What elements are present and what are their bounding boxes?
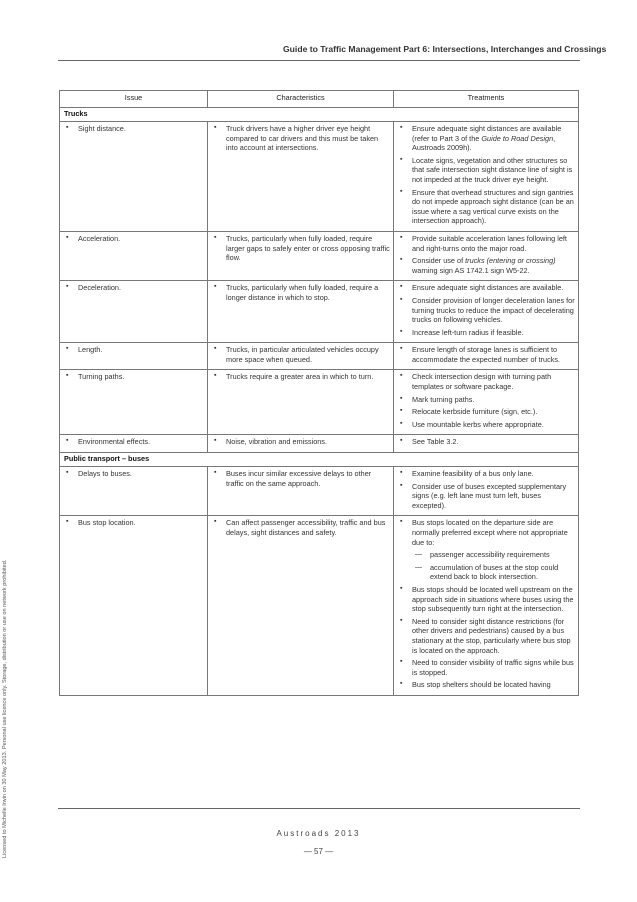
treatment-subitem: — passenger accessibility requirements — [397, 550, 575, 560]
issues-table — [59, 90, 579, 696]
characteristic-item: ▪ Trucks require a greater area in which to turn. — [211, 372, 390, 382]
characteristics-list — [211, 372, 390, 382]
section-title: Trucks — [60, 108, 579, 122]
treatment-item: ▪ Consider provision of longer deceleration lanes for turning trucks to reduce the impact of decelerating trucks on following vehicles. — [397, 296, 575, 325]
treatment-item — [397, 256, 575, 275]
issue-list — [63, 372, 204, 382]
table-row — [60, 122, 579, 232]
treatments-cell — [394, 122, 579, 232]
table-row — [60, 435, 579, 453]
issue-list — [63, 469, 204, 479]
treatment-text: Ensure adequate sight distances are available (refer to Part 3 of the — [412, 124, 562, 143]
characteristic-item: ▪ Buses incur similar excessive delays to other traffic on the same approach. — [211, 469, 390, 488]
issue-cell — [60, 516, 208, 696]
section-title: Public transport – buses — [60, 453, 579, 467]
treatments-cell — [394, 516, 579, 696]
treatments-list — [397, 345, 575, 364]
table-row — [60, 281, 579, 343]
treatment-item: ▪ Check intersection design with turning path templates or software package. — [397, 372, 575, 391]
publisher-footer: Austroads 2013 — [276, 829, 361, 838]
treatment-item: ▪ Examine feasibility of a bus only lane. — [397, 469, 575, 479]
treatment-item: ▪ Provide suitable acceleration lanes following left and right-turns onto the major road. — [397, 234, 575, 253]
treatment-item: ▪ Mark turning paths. — [397, 395, 575, 405]
footer-rule — [58, 808, 580, 809]
characteristics-list — [211, 518, 390, 537]
table-row — [60, 370, 579, 435]
treatment-subitem: — accumulation of buses at the stop could extend back to block intersection. — [397, 563, 575, 582]
issue-item: ▪ Environmental effects. — [63, 437, 204, 447]
treatments-list — [397, 518, 575, 690]
column-header-treatments: Treatments — [394, 91, 579, 108]
characteristics-cell — [208, 370, 394, 435]
issue-list — [63, 283, 204, 293]
treatment-item: ▪ Consider use of buses excepted supplementary signs (e.g. left lane must turn left, buses excepted). — [397, 482, 575, 511]
issue-item: ▪ Bus stop location. — [63, 518, 204, 528]
characteristics-list — [211, 234, 390, 263]
treatment-reference: Guide to Road Design — [481, 133, 554, 143]
treatment-item: ▪ Use mountable kerbs where appropriate. — [397, 420, 575, 430]
issue-list — [63, 234, 204, 244]
table-body — [60, 108, 579, 696]
table-row — [60, 467, 579, 516]
licence-side-note: Licensed to Michelle Irwin on 30 May 2013. Personal use licence only. Storage, distribution or use on network prohibited. — [2, 559, 8, 858]
treatment-item: ▪ Bus stops should be located well upstream on the approach side in situations where buses using the stop subsequently turn right at the intersection. — [397, 585, 575, 614]
treatments-list — [397, 124, 575, 226]
issue-list — [63, 345, 204, 355]
treatment-text: warning sign AS 1742.1 sign W5-22. — [412, 265, 530, 275]
table-row — [60, 343, 579, 370]
characteristics-cell — [208, 122, 394, 232]
page-number: — 57 — — [303, 847, 334, 856]
characteristic-item: ▪ Trucks, particularly when fully loaded, require larger gaps to safely enter or cross opposing traffic flow. — [211, 234, 390, 263]
characteristic-item: ▪ Noise, vibration and emissions. — [211, 437, 390, 447]
treatment-item: ▪ Bus stop shelters should be located having — [397, 680, 575, 690]
issue-item: ▪ Length. — [63, 345, 204, 355]
treatment-item: ▪ Locate signs, vegetation and other structures so that safe intersection sight distance line of sight is not impeded at the truck driver eye height. — [397, 156, 575, 185]
header-rule — [58, 60, 580, 61]
issue-cell — [60, 435, 208, 453]
issue-item: ▪ Acceleration. — [63, 234, 204, 244]
column-header-issue: Issue — [60, 91, 208, 108]
issue-cell — [60, 281, 208, 343]
characteristics-list — [211, 124, 390, 153]
characteristics-list — [211, 283, 390, 302]
treatments-cell — [394, 231, 579, 280]
issue-item: ▪ Delays to buses. — [63, 469, 204, 479]
characteristics-list — [211, 469, 390, 488]
characteristics-cell — [208, 467, 394, 516]
section-row — [60, 453, 579, 467]
characteristics-list — [211, 345, 390, 364]
treatments-list — [397, 469, 575, 510]
issue-cell — [60, 467, 208, 516]
issue-cell — [60, 231, 208, 280]
issue-list — [63, 124, 204, 134]
running-header: Guide to Traffic Management Part 6: Intersections, Interchanges and Crossings — [283, 44, 607, 54]
issue-list — [63, 518, 204, 528]
treatment-item: ▪ Need to consider visibility of traffic signs while bus is stopped. — [397, 658, 575, 677]
treatment-item: ▪ Ensure adequate sight distances are available. — [397, 283, 575, 293]
characteristic-item: ▪ Trucks, in particular articulated vehicles occupy more space when queued. — [211, 345, 390, 364]
treatment-item: ▪ Bus stops located on the departure side are normally preferred except where not appropriate due to: — [397, 518, 575, 547]
issue-item: ▪ Sight distance. — [63, 124, 204, 134]
column-header-characteristics: Characteristics — [208, 91, 394, 108]
characteristics-cell — [208, 281, 394, 343]
treatments-cell — [394, 281, 579, 343]
treatments-cell — [394, 343, 579, 370]
treatments-cell — [394, 467, 579, 516]
table-header-row — [60, 91, 579, 108]
issue-cell — [60, 343, 208, 370]
characteristic-item: ▪ Can affect passenger accessibility, traffic and bus delays, sight distances and safety. — [211, 518, 390, 537]
treatment-item: ▪ Need to consider sight distance restrictions (for other drivers and pedestrians) caused by a bus stationary at the stop, particularly where bus stop is located on the approach. — [397, 617, 575, 655]
treatment-item: ▪ Ensure length of storage lanes is sufficient to accommodate the expected number of trucks. — [397, 345, 575, 364]
treatment-item: ▪ Ensure that overhead structures and sign gantries do not impede approach sight distance (can be an issue where a sag vertical curve exists on the intersection approach). — [397, 188, 575, 226]
treatment-item — [397, 124, 575, 153]
treatment-text: , Austroads 2009h). — [412, 133, 556, 153]
table-row — [60, 516, 579, 696]
characteristics-cell — [208, 516, 394, 696]
section-row — [60, 108, 579, 122]
issue-list — [63, 437, 204, 447]
treatments-list — [397, 234, 575, 275]
issue-cell — [60, 370, 208, 435]
characteristic-item: ▪ Truck drivers have a higher driver eye height compared to car drivers and this must be taken into account at intersections. — [211, 124, 390, 153]
treatment-text: Consider use of — [412, 256, 466, 266]
issue-item: ▪ Turning paths. — [63, 372, 204, 382]
issue-item: ▪ Deceleration. — [63, 283, 204, 293]
characteristics-cell — [208, 231, 394, 280]
treatments-list — [397, 437, 575, 447]
table-row — [60, 231, 579, 280]
treatment-item: ▪ See Table 3.2. — [397, 437, 575, 447]
issue-cell — [60, 122, 208, 232]
treatments-cell — [394, 435, 579, 453]
treatment-item: ▪ Relocate kerbside furniture (sign, etc.). — [397, 407, 575, 417]
characteristics-cell — [208, 343, 394, 370]
treatments-list — [397, 372, 575, 429]
treatments-cell — [394, 370, 579, 435]
characteristic-item: ▪ Trucks, particularly when fully loaded, require a longer distance in which to stop. — [211, 283, 390, 302]
treatment-reference: trucks (entering or crossing) — [465, 256, 556, 266]
treatments-list — [397, 283, 575, 337]
characteristics-cell — [208, 435, 394, 453]
characteristics-list — [211, 437, 390, 447]
treatment-item: ▪ Increase left-turn radius if feasible. — [397, 328, 575, 338]
